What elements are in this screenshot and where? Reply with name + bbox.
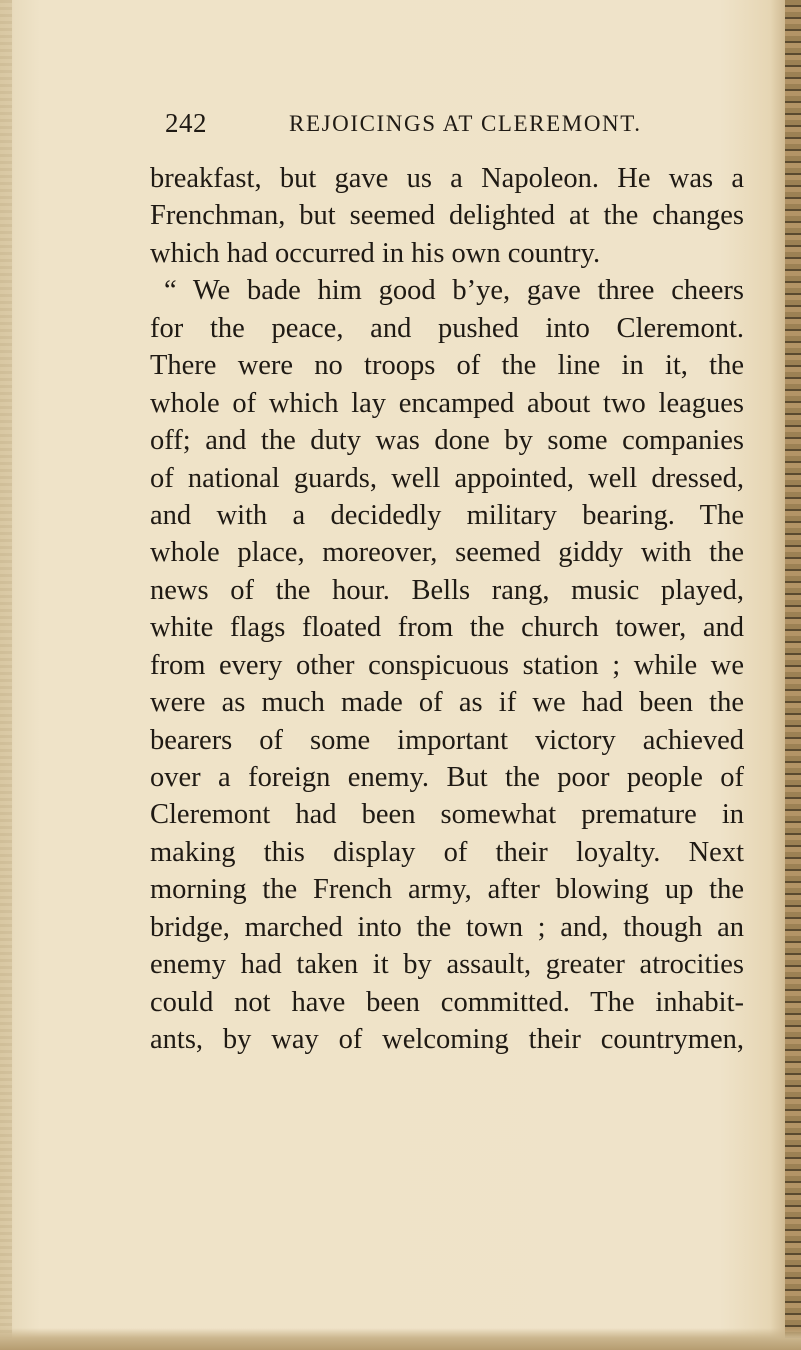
text-line: which had occurred in his own country.: [150, 237, 601, 269]
text-line: for the peace, and pushed into Cleremont.: [150, 312, 744, 344]
text-line: off; and the duty was done by some companies: [150, 425, 744, 457]
text-line: bearers of some important victory achieved: [150, 724, 744, 756]
text-line: breakfast, but gave us a Napoleon. He was a: [150, 163, 744, 194]
text-line: white flags floated from the church tower, and: [150, 612, 744, 644]
text-line: bridge, marched into the town ; and, though an: [150, 911, 744, 943]
text-line: were as much made of as if we had been the: [150, 687, 744, 719]
text-line: morning the French army, after blowing up the: [150, 874, 744, 906]
text-line: There were no troops of the line in it, the: [150, 350, 744, 382]
text-line: ants, by way of welcoming their countrymen,: [150, 1024, 744, 1056]
text-line: Cleremont had been somewhat premature in: [150, 799, 744, 831]
text-line: could not have been committed. The inhabit-: [150, 986, 744, 1018]
text-line: news of the hour. Bells rang, music played,: [150, 574, 744, 606]
text-line: of national guards, well appointed, well dressed,: [150, 462, 744, 494]
body-text: [150, 160, 744, 1059]
running-head: REJOICINGS AT CLEREMONT.: [289, 111, 642, 136]
text-line: Frenchman, but seemed delighted at the changes: [150, 200, 744, 232]
page-gutter-edge: [0, 0, 12, 1350]
page-header: [165, 108, 725, 142]
page-fore-edge: [785, 0, 801, 1350]
text-line: and with a decidedly military bearing. The: [150, 499, 744, 531]
text-line: whole place, moreover, seemed giddy with the: [150, 537, 744, 569]
text-line: making this display of their loyalty. Next: [150, 836, 744, 868]
text-line: enemy had taken it by assault, greater atrocities: [150, 949, 744, 981]
text-line: over a foreign enemy. But the poor people of: [150, 762, 744, 793]
text-line: whole of which lay encamped about two leagues: [150, 387, 744, 419]
text-line: from every other conspicuous station ; while we: [150, 649, 744, 681]
page-bottom-edge: [0, 1328, 801, 1350]
page-number: 242: [165, 108, 207, 138]
text-line: “ We bade him good b’ye, gave three cheers: [164, 275, 744, 307]
